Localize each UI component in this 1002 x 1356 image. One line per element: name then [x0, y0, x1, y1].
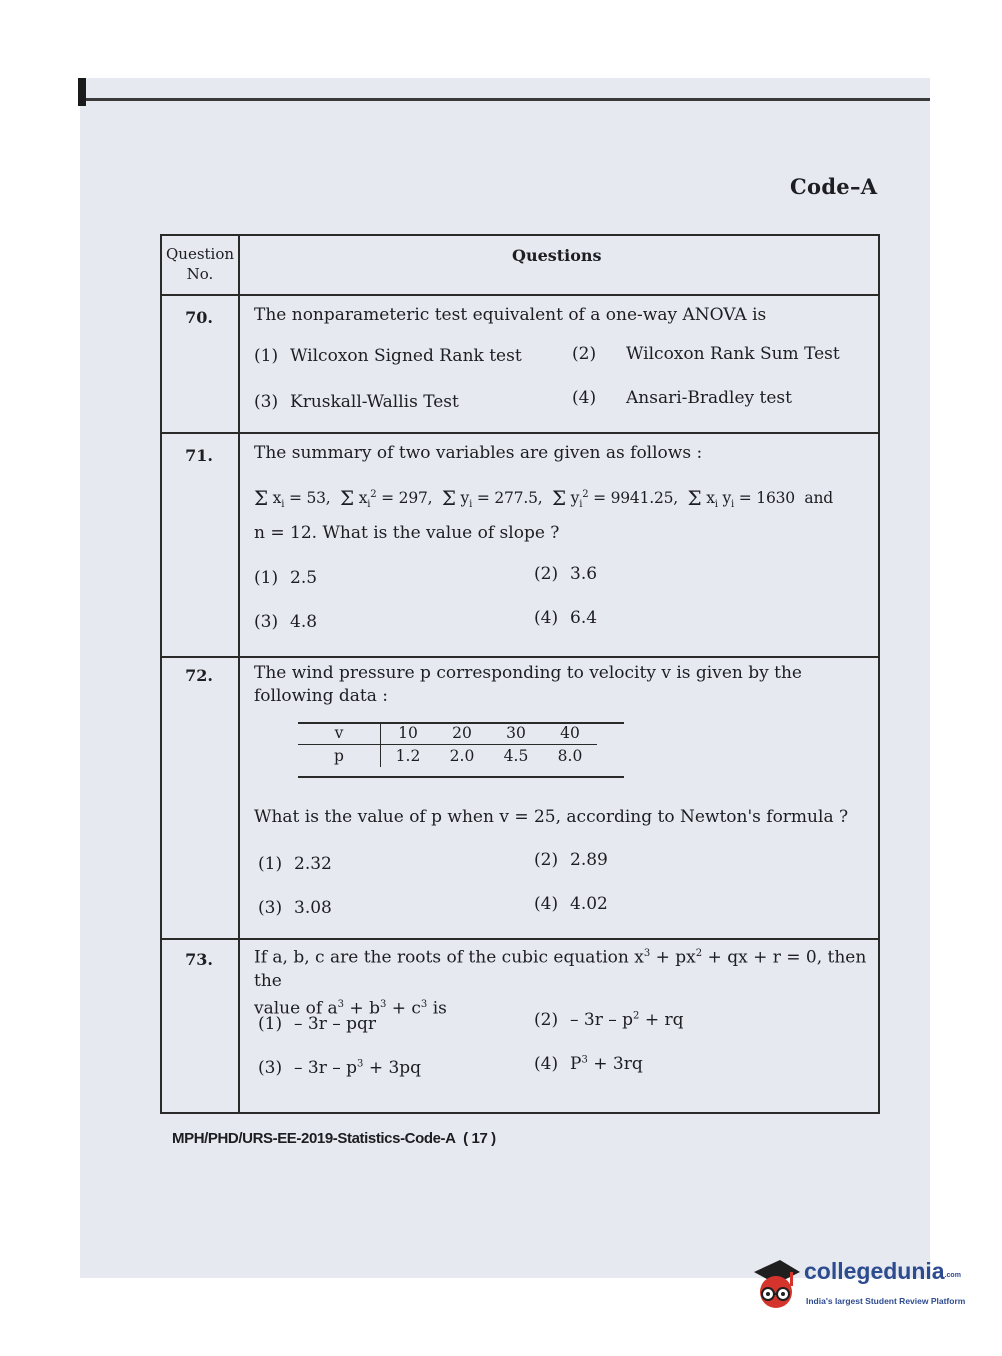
v-value: 10: [381, 722, 436, 745]
paper-code: Code–A: [790, 174, 878, 199]
question-number: 70.: [185, 308, 213, 327]
v-value: 40: [543, 722, 597, 745]
option: (1) 2.5: [254, 568, 318, 588]
logo-tagline: India's largest Student Review Platform: [806, 1296, 966, 1306]
question-table: [160, 234, 880, 1114]
header-question-no: Question No.: [166, 245, 235, 283]
option: (1) 2.32: [258, 854, 332, 874]
data-table: [298, 722, 597, 767]
logo-wordmark: collegedunia.com: [804, 1258, 961, 1284]
option: (4) 6.4: [534, 608, 598, 628]
row-divider: [162, 938, 878, 940]
option: (4) Ansari-Bradley test: [572, 388, 792, 408]
option: (1) – 3r – pqr: [258, 1014, 377, 1034]
p-value: 4.5: [503, 747, 529, 765]
scan-edge-mark: [78, 78, 86, 106]
question-number: 71.: [185, 446, 213, 465]
question-text: The nonparameteric test equivalent of a one-way ANOVA is: [254, 305, 767, 325]
option: $(3) - 3r - p^3 + 3pq$: [258, 1058, 422, 1078]
p-value: 2.0: [449, 747, 475, 765]
collegedunia-logo[interactable]: [750, 1254, 980, 1314]
data-table-bottom-rule: [298, 776, 624, 778]
page-top-rule: [86, 98, 930, 101]
p-value: 1.2: [395, 747, 421, 765]
option: (4) $P^3 + 3rq$: [534, 1054, 643, 1074]
question-text: n = 12. What is the value of slope ?: [254, 523, 560, 543]
header-divider: [162, 294, 878, 296]
question-number: 73.: [185, 950, 213, 969]
question-text: If a, b, c are the roots of the cubic equation $x^3 + px^2$ + qx + r = 0, then the value of $a^3 + b^3 + c^3$ is: [254, 947, 867, 1019]
header-questions: Questions: [512, 246, 602, 265]
p-value: 8.0: [557, 747, 583, 765]
question-text: The wind pressure p corresponding to velocity v is given by the following data :: [254, 663, 802, 706]
column-divider: [238, 236, 240, 1112]
option: (3) 4.8: [254, 612, 318, 632]
option: (3) Kruskall-Wallis Test: [254, 392, 459, 412]
question-text: What is the value of p when v = 25, according to Newton's formula ?: [254, 807, 849, 827]
v-label: v: [298, 722, 381, 745]
row-divider: [162, 432, 878, 434]
page-footer: MPH/PHD/URS-EE-2019-Statistics-Code-A ( 17 ): [172, 1130, 496, 1147]
option: (1) Wilcoxon Signed Rank test: [254, 346, 522, 366]
option: $(2) - 3r - p^2$ + rq: [534, 1010, 684, 1030]
v-value: 20: [435, 722, 489, 745]
question-number: 72.: [185, 666, 213, 685]
option: (2) 3.6: [534, 564, 598, 584]
option: (2) Wilcoxon Rank Sum Test: [572, 344, 840, 364]
row-divider: [162, 656, 878, 658]
option: (2) 2.89: [534, 850, 608, 870]
logo-mascot-icon: [750, 1254, 802, 1314]
summation-line: Σ $x_i = 53$, Σ $x_i^2 = 297$, Σ $y_i = 277.5$, Σ $y_i^2 = 9941.25$, Σ $x_i$ $y_i = 1630$ and: [254, 486, 833, 511]
option: (3) 3.08: [258, 898, 332, 918]
option: (4) 4.02: [534, 894, 608, 914]
question-text: The summary of two variables are given as follows :: [254, 443, 703, 463]
p-label: p: [298, 745, 381, 768]
v-value: 30: [489, 722, 543, 745]
